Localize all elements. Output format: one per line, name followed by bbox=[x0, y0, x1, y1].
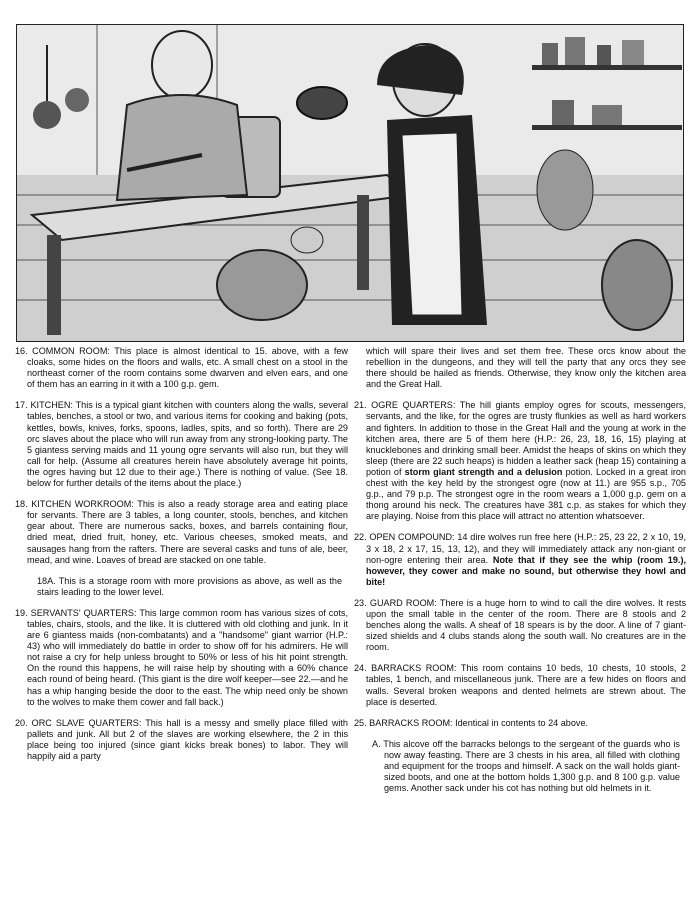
entry-text: This is also a ready storage area and eating place for servants. There are 3 tables, a long counter, stools, benches, and kitchen gear about. There are numerous sacks, boxes, and barrels containing flour, dried meat, dried fruit, honey, etc. Various cheeses, smoked meats, and sausages hang from the rafters. There are several casks and tuns of ale, beer, mead, and wine. Loaves of bread are stacked on one table. bbox=[27, 499, 348, 565]
left-column bbox=[15, 346, 348, 772]
entry-19 bbox=[15, 608, 348, 708]
entry-heading: 18A. bbox=[37, 575, 56, 586]
illustration-drawing bbox=[17, 25, 683, 341]
entry-22 bbox=[354, 532, 686, 587]
entry-24 bbox=[354, 663, 686, 707]
entry-text: potion. Locked in a great iron chest with the key held by the strongest ogre (now at 11.) are 955 s.p., 705 g.p., and 79 p.p. The strongest ogre in the room wears a 1,000 g.p. gem on a thong around his neck. The creatures have 381 c.p. as stakes for which they are playing. Noise from this place will attract no attention whatsoever. bbox=[366, 466, 686, 522]
entry-text: This alcove off the barracks belongs to the sergeant of the guards who is now away feasting. There are 3 chests in his area, all filled with clothing and equipment for the troops and himself. A sack on the wall holds giant-sized boots, and one at the bottom holds 1,300 g.p. and 8 100 g.p. value gems. Another sack under his cot has nothing but old helmets in it. bbox=[383, 738, 680, 794]
right-column bbox=[354, 346, 686, 804]
entry-20 bbox=[15, 718, 348, 762]
entry-25a bbox=[354, 739, 686, 794]
entry-18 bbox=[15, 499, 348, 566]
kitchen-illustration bbox=[16, 24, 684, 342]
entry-heading: 21. OGRE QUARTERS: bbox=[354, 400, 456, 411]
entry-21 bbox=[354, 400, 686, 522]
potion-name-storm-giant-strength: storm giant strength bbox=[404, 466, 495, 477]
entry-text-and: and a bbox=[497, 466, 522, 477]
entry-text: This large common room has various sizes of cots, tables, chairs, stools, and the like. It is cluttered with old clothing and junk. In it are 6 giantess maids (non-combatants) and a "handsome" giant warrior (H.P.: 43) who will immediately do battle in order to show off for his admirers. He will not raise a cry for help unless brought to 50% or less of his hit point strength. On the round this happens, he will raise help by shouting with a 60% chance each round of being heard. (This giant is the dire wolf keeper—see 22.—and he has a whip hanging beside the door to the east. The whip need only be shown to the wolves to make them cower and fall back.) bbox=[27, 607, 348, 707]
entry-16 bbox=[15, 346, 348, 390]
entry-heading: 20. ORC SLAVE QUARTERS: bbox=[15, 717, 142, 728]
entry-23 bbox=[354, 598, 686, 653]
entry-heading: 17. KITCHEN: bbox=[15, 400, 73, 411]
entry-heading: 25. BARRACKS ROOM: bbox=[354, 717, 453, 728]
entry-text: This room contains 10 beds, 10 chests, 10 stools, 2 tables, 1 bench, and miscellaneous junk. There are a few hides on floors and walls. Several broken weapons and dented helmets are strewn about. The place is deserted. bbox=[366, 663, 686, 707]
entry-text: This hall is a messy and smelly place filled with pallets and junk. All but 2 of the slaves are working elsewhere, the 2 in this place being too injured (since giant kicks break bones) to labor. They will happily aid a party bbox=[27, 717, 348, 761]
entry-17 bbox=[15, 400, 348, 489]
entry-text: 14 dire wolves run free here (H.P.: 25, 23 22, 2 x 10, 19, 3 x 18, 2 x 17, 15, 13, 12), and they will immediately attack any non-giant or non-ogre entering their area. bbox=[366, 532, 687, 565]
entry-heading: 24. BARRACKS ROOM: bbox=[354, 663, 457, 674]
entry-heading: 18. KITCHEN WORKROOM: bbox=[15, 499, 134, 510]
entry-18a bbox=[15, 576, 348, 598]
entry-heading: 23. GUARD ROOM: bbox=[354, 597, 437, 608]
entry-heading: 19. SERVANTS' QUARTERS: bbox=[15, 607, 137, 618]
entry-heading: A. bbox=[372, 738, 381, 749]
whip-note: Note that if they see the whip (room 19.), however, they cower and make no sound, but otherwise they howl and bite! bbox=[366, 554, 686, 587]
entry-text: This is a storage room with more provisions as above, as well as the stairs leading to the lower level. bbox=[37, 575, 343, 597]
entry-text: There is a huge horn to wind to call the dire wolves. It rests upon the small table in the center of the room. There are 8 stools and 2 benches along the walls. A sheaf of 18 spears is by the door. A line of 7 giant-sized shields and 4 clubs stands along the south wall. No creatures are in the room. bbox=[366, 597, 686, 653]
entry-text: This place is almost identical to 15. above, with a few cloaks, some hides on the floors and walls, etc. A small chest on a stool in the northeast corner of the room contains some dwarven and elven ears, and one of them has an earring in it with a 100 g.p. gem. bbox=[27, 346, 348, 390]
entry-text: This is a typical giant kitchen with counters along the walls, several tables, benches, a stool or two, and various items for cooking and baking (pots, kettles, bowls, knives, forks, spoons, ladles, spits, and so forth). There are 29 orc slaves about the place who will run away from any strong-looking party. The 5 giantess serving maids and 11 young ogre servants will also run, but they will call for help. (Assume all creatures herein have absolutely average hit points, the ogres having but 12 due to their age.) There is nothing of value. (See 18. below for further details of the items about the place.) bbox=[27, 400, 349, 489]
potion-name-delusion: delusion bbox=[525, 466, 563, 477]
entry-25 bbox=[354, 718, 686, 729]
entry-text: Identical in contents to 24 above. bbox=[455, 717, 589, 728]
entry-heading: 16. COMMON ROOM: bbox=[15, 346, 110, 356]
entry-heading: 22. OPEN COMPOUND: bbox=[354, 532, 455, 543]
entry-20-continued: which will spare their lives and set them free. These orcs know about the rebellion in the dungeons, and they will tell the party that any orcs they see there should be hailed as friends. Otherwise, they know only the kitchen area and the Great Hall. bbox=[366, 346, 686, 390]
entry-text: The hill giants employ ogres for scouts, messengers, servants, and the like, for the ogres are trusty flunkies as well as hard workers and fighters. In addition to those in the Great Hall and the young at work in the kitchen area, there are 5 of them here (H.P.: 26, 23, 18, 16, 15) playing at knucklebones and drinking small beer. Amidst the heaps of skins on which they sleep (there are 22 such heaps) is hidden a leather sack (heap 15) containing a potion of bbox=[366, 400, 686, 477]
